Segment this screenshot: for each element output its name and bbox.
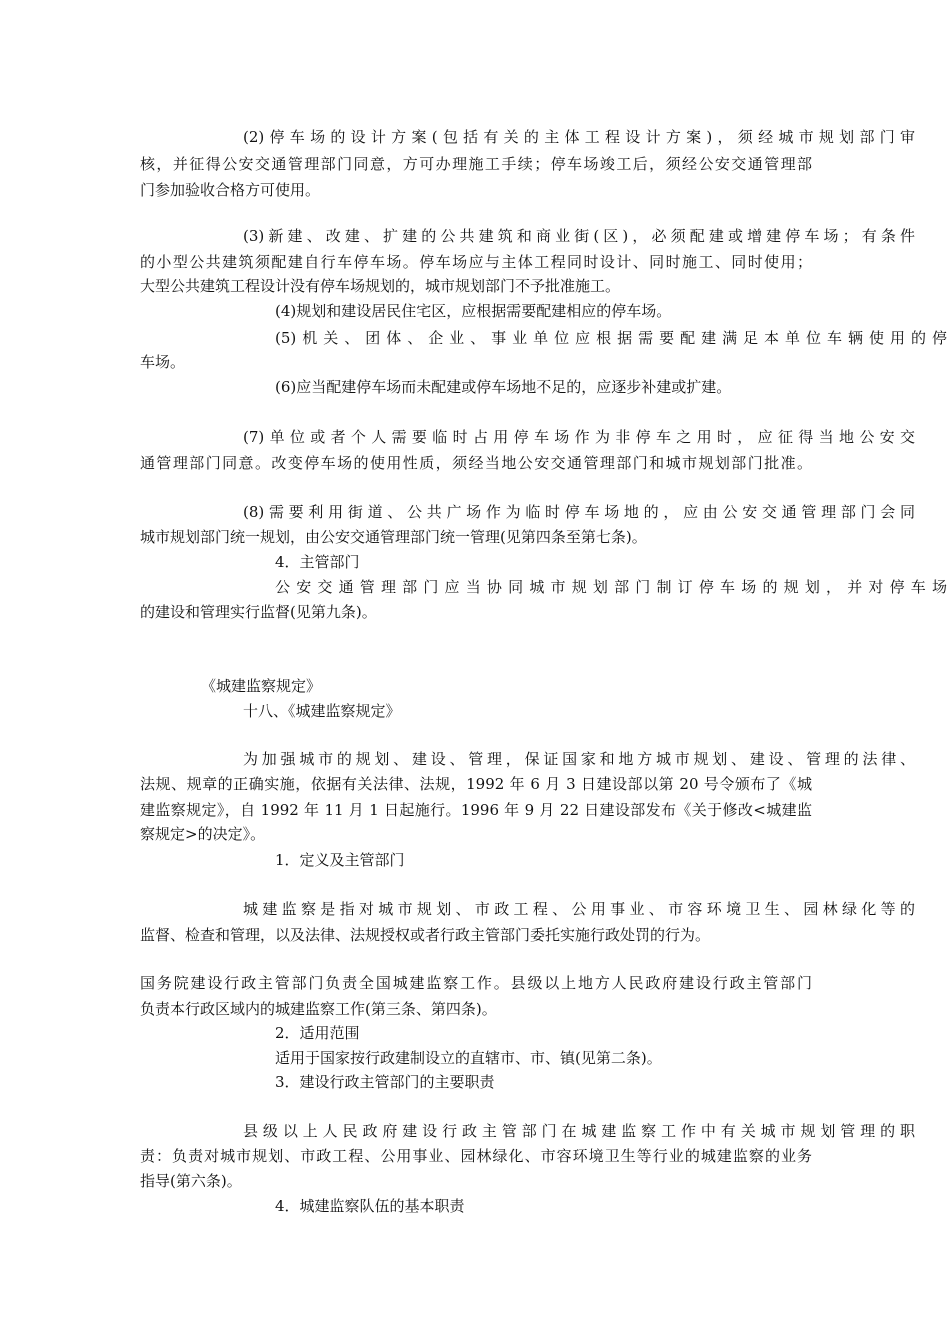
paragraph-line: 车场。 <box>140 353 186 371</box>
paragraph-line: 负责本行政区域内的城建监察工作(第三条、第四条)。 <box>140 1000 497 1018</box>
paragraph-line: 城市规划部门统一规划，由公安交通管理部门统一管理(见第四条至第七条)。 <box>140 528 647 546</box>
paragraph-line: 县级以上人民政府建设行政主管部门在城建监察工作中有关城市规划管理的职 <box>243 1122 915 1140</box>
paragraph-line: 公安交通管理部门应当协同城市规划部门制订停车场的规划，并对停车场 <box>275 578 947 596</box>
paragraph-line: 为加强城市的规划、建设、管理，保证国家和地方城市规划、建设、管理的法律、 <box>243 750 915 768</box>
paragraph-line: (7)单位或者个人需要临时占用停车场作为非停车之用时，应征得当地公安交 <box>243 428 915 446</box>
paragraph-line: 国务院建设行政主管部门负责全国城建监察工作。县级以上地方人民政府建设行政主管部门 <box>140 974 812 992</box>
paragraph-line: 的小型公共建筑须配建自行车停车场。停车场应与主体工程同时设计、同时施工、同时使用； <box>140 253 812 271</box>
paragraph-line: 通管理部门同意。改变停车场的使用性质，须经当地公安交通管理部门和城市规划部门批准。 <box>140 454 812 472</box>
section-heading: 2．适用范围 <box>275 1024 360 1042</box>
section-heading: 4．城建监察队伍的基本职责 <box>275 1197 465 1215</box>
paragraph-line: 监督、检查和管理，以及法律、法规授权或者行政主管部门委托实施行政处罚的行为。 <box>140 926 711 944</box>
paragraph-line: (4)规划和建设居民住宅区，应根据需要配建相应的停车场。 <box>275 302 672 320</box>
document-title: 《城建监察规定》 <box>201 677 322 695</box>
paragraph-line: 大型公共建筑工程设计没有停车场规划的，城市规划部门不予批准施工。 <box>140 277 621 295</box>
paragraph-line: 责：负责对城市规划、市政工程、公用事业、园林绿化、市容环境卫生等行业的城建监察的业务 <box>140 1147 812 1165</box>
paragraph-line: 的建设和管理实行监督(见第九条)。 <box>140 603 377 621</box>
paragraph-line: (5)机关、团体、企业、事业单位应根据需要配建满足本单位车辆使用的停 <box>275 329 947 347</box>
chapter-heading: 十八、《城建监察规定》 <box>243 702 401 720</box>
paragraph-line: 城建监察是指对城市规划、市政工程、公用事业、市容环境卫生、园林绿化等的 <box>243 900 915 918</box>
paragraph-line: 适用于国家按行政建制设立的直辖市、市、镇(见第二条)。 <box>275 1049 662 1067</box>
paragraph-line: 法规、规章的正确实施，依据有关法律、法规，1992 年 6 月 3 日建设部以第 20 号令颁布了《城 <box>140 775 812 793</box>
paragraph-line: 察规定>的决定》。 <box>140 825 266 843</box>
paragraph-line: 指导(第六条)。 <box>140 1172 242 1190</box>
paragraph-line: 建监察规定》，自 1992 年 11 月 1 日起施行。1996 年 9 月 22 日建设部发布《关于修改<城建监 <box>140 801 812 819</box>
paragraph-line: 核，并征得公安交通管理部门同意，方可办理施工手续；停车场竣工后，须经公安交通管理部 <box>140 155 812 173</box>
paragraph-line: (6)应当配建停车场而未配建或停车场地不足的，应逐步补建或扩建。 <box>275 378 732 396</box>
paragraph-line: (8)需要利用街道、公共广场作为临时停车场地的，应由公安交通管理部门会同 <box>243 503 915 521</box>
paragraph-line: (2)停车场的设计方案(包括有关的主体工程设计方案)，须经城市规划部门审 <box>243 128 915 146</box>
section-heading: 1．定义及主管部门 <box>275 851 405 869</box>
section-heading: 4．主管部门 <box>275 553 360 571</box>
section-heading: 3．建设行政主管部门的主要职责 <box>275 1073 495 1091</box>
paragraph-line: 门参加验收合格方可使用。 <box>140 181 321 199</box>
paragraph-line: (3)新建、改建、扩建的公共建筑和商业街(区)，必须配建或增建停车场；有条件 <box>243 227 915 245</box>
